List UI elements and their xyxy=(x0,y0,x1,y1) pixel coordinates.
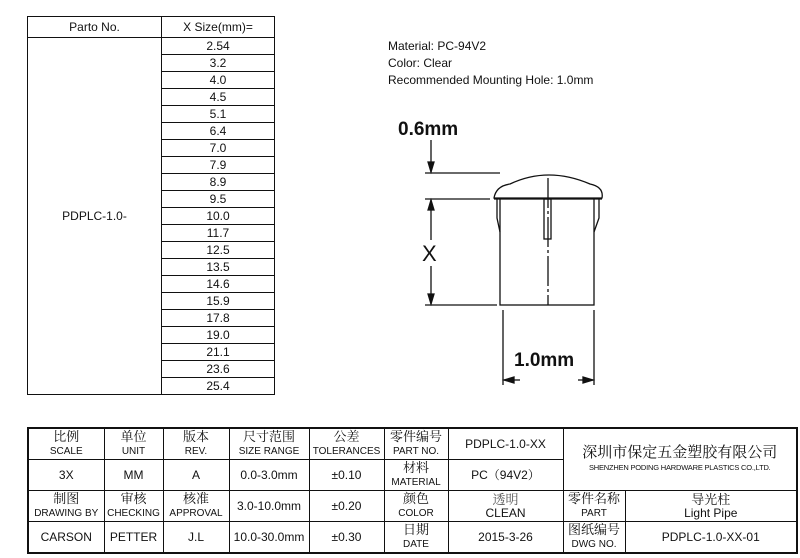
x-size-value: 4.0 xyxy=(162,72,275,89)
part-no-label: 零件编号 PART NO. xyxy=(384,428,448,460)
width-dimension xyxy=(503,310,594,385)
x-size-value: 12.5 xyxy=(162,242,275,259)
checking-value: PETTER xyxy=(104,522,163,554)
x-size-value: 17.8 xyxy=(162,310,275,327)
company-name: 深圳市保定五金塑胶有限公司 SHENZHEN PODING HARDWARE PLASTICS CO.,LTD. xyxy=(563,428,797,491)
part-no-prefix: PDPLC-1.0- xyxy=(28,38,162,395)
x-size-value: 6.4 xyxy=(162,123,275,140)
color-label: 颜色 COLOR xyxy=(384,491,448,522)
x-size-value: 7.9 xyxy=(162,157,275,174)
drawing-by-label: 制图 DRAWING BY xyxy=(28,491,104,522)
size-range-2: 3.0-10.0mm xyxy=(229,491,309,522)
header-x-size: X Size(mm)= xyxy=(162,17,275,38)
date-value: 2015-3-26 xyxy=(448,522,563,554)
x-size-value: 7.0 xyxy=(162,140,275,157)
material-label: 材料 MATERIAL xyxy=(384,460,448,491)
checking-label: 审核 CHECKING xyxy=(104,491,163,522)
x-size-value: 3.2 xyxy=(162,55,275,72)
title-row-3 xyxy=(28,491,797,522)
tolerance-3: ±0.30 xyxy=(309,522,384,554)
x-size-value: 19.0 xyxy=(162,327,275,344)
dwg-no-value: PDPLC-1.0-XX-01 xyxy=(625,522,797,554)
title-row-4 xyxy=(28,522,797,554)
x-size-value: 15.9 xyxy=(162,293,275,310)
tolerance-2: ±0.20 xyxy=(309,491,384,522)
size-range-label: 尺寸范围 SIZE RANGE xyxy=(229,428,309,460)
title-row-1 xyxy=(28,428,797,460)
tolerance-1: ±0.10 xyxy=(309,460,384,491)
scale-label: 比例 SCALE xyxy=(28,428,104,460)
x-size-value: 4.5 xyxy=(162,89,275,106)
x-size-value: 14.6 xyxy=(162,276,275,293)
size-range-3: 10.0-30.0mm xyxy=(229,522,309,554)
part-no-value: PDPLC-1.0-XX xyxy=(448,428,563,460)
rev-label: 版本 REV. xyxy=(163,428,229,460)
material-value: PC（94V2） xyxy=(448,460,563,491)
x-size-value: 5.1 xyxy=(162,106,275,123)
part-name-value: 导光柱 Light Pipe xyxy=(625,491,797,522)
unit-value: MM xyxy=(104,460,163,491)
approval-value: J.L xyxy=(163,522,229,554)
x-size-value: 9.5 xyxy=(162,191,275,208)
x-size-value: 8.9 xyxy=(162,174,275,191)
cap-dimension-label: 0.6mm xyxy=(398,119,459,140)
note-color: Color: Clear xyxy=(388,56,453,70)
width-dimension-label: 1.0mm xyxy=(514,350,575,371)
approval-label: 核准 APPROVAL xyxy=(163,491,229,522)
x-size-value: 25.4 xyxy=(162,378,275,395)
date-label: 日期 DATE xyxy=(384,522,448,554)
dwg-no-label: 图纸编号 DWG NO. xyxy=(563,522,625,554)
height-dimension-label: X xyxy=(422,241,437,266)
note-material: Material: PC-94V2 xyxy=(388,39,487,53)
size-range-1: 0.0-3.0mm xyxy=(229,460,309,491)
x-size-value: 2.54 xyxy=(162,38,275,55)
color-value: 透明 CLEAN xyxy=(448,491,563,522)
part-name-label: 零件名称 PART xyxy=(563,491,625,522)
x-size-value: 10.0 xyxy=(162,208,275,225)
drawing-by-value: CARSON xyxy=(28,522,104,554)
scale-value: 3X xyxy=(28,460,104,491)
x-size-value: 11.7 xyxy=(162,225,275,242)
unit-label: 单位 UNIT xyxy=(104,428,163,460)
rev-value: A xyxy=(163,460,229,491)
note-mounting-hole: Recommended Mounting Hole: 1.0mm xyxy=(388,73,594,87)
light-pipe-body xyxy=(494,175,602,305)
x-size-value: 21.1 xyxy=(162,344,275,361)
x-size-value: 23.6 xyxy=(162,361,275,378)
cap-dimension xyxy=(425,140,500,173)
title-block xyxy=(27,427,798,554)
tolerances-label: 公差 TOLERANCES xyxy=(309,428,384,460)
header-part-no: Parto No. xyxy=(28,17,162,38)
x-size-value: 13.5 xyxy=(162,259,275,276)
